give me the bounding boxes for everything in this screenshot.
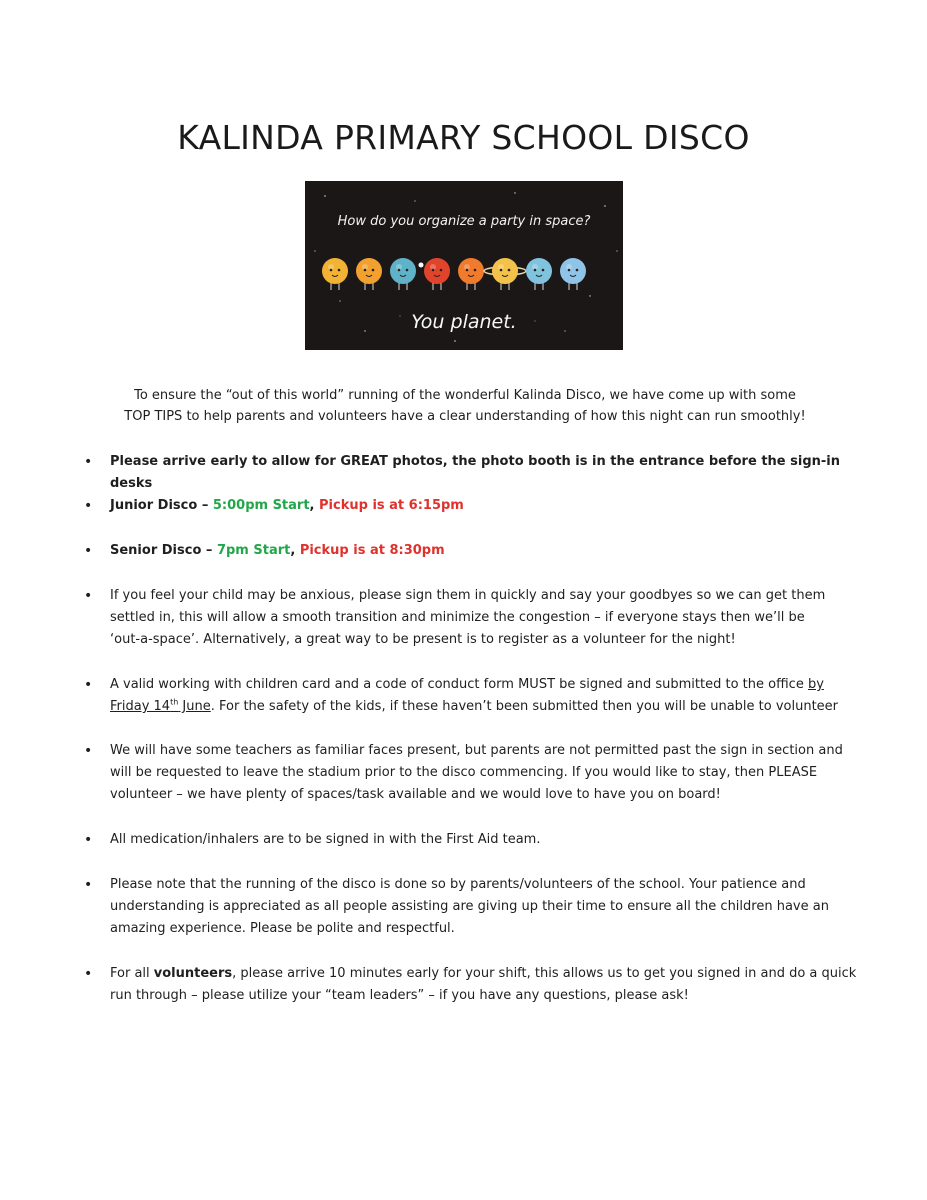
tip-line: Please note that the running of the disco is done so by parents/volunteers of the school. Your patience and: [110, 877, 806, 892]
planet-icon: [390, 258, 416, 290]
tip-text: [110, 585, 874, 651]
deadline-day: Friday 14: [110, 699, 171, 714]
bullet-icon: •: [84, 743, 93, 759]
intro-paragraph: [100, 385, 830, 427]
banner-answer: You planet.: [411, 311, 517, 333]
junior-start: 5:00pm Start: [212, 498, 310, 513]
tip-fragment: A valid working with children card and a code of conduct form MUST be signed and submitted to the office: [110, 677, 808, 692]
tip-text: All medication/inhalers are to be signed in with the First Aid team.: [110, 832, 541, 847]
tip-line: We will have some teachers as familiar faces present, but parents are not permitted past the sign in section and: [110, 743, 843, 758]
junior-sep: ,: [309, 498, 320, 513]
tip-line: ‘out-a-space’. Alternatively, a great way to be present is to register as a volunteer for the night!: [110, 632, 736, 647]
tip-text: [110, 540, 874, 562]
page-title: KALINDA PRIMARY SCHOOL DISCO: [177, 118, 750, 157]
planet-icon: [356, 258, 382, 290]
tip-line: understanding is appreciated as all people assisting are giving up their time to ensure all the children have an: [110, 899, 829, 914]
space-joke-banner: [305, 181, 623, 350]
junior-label: Junior Disco –: [110, 498, 213, 513]
deadline-date: [110, 699, 211, 714]
banner-question: How do you organize a party in space?: [337, 214, 591, 229]
planet-icon: [484, 258, 526, 290]
tip-text: Please arrive early to allow for GREAT photos, the photo booth is in the entrance before the sign-in desks: [110, 454, 840, 491]
tip-line: [110, 696, 874, 718]
senior-pickup: Pickup is at 8:30pm: [299, 543, 445, 558]
tip-text: [110, 495, 874, 517]
tip-text: [110, 674, 874, 718]
senior-sep: ,: [290, 543, 300, 558]
bullet-icon: •: [84, 966, 93, 982]
bullet-icon: •: [84, 832, 93, 848]
planet-icon: [560, 258, 586, 290]
senior-start: 7pm Start: [216, 543, 291, 558]
planet-icon: [322, 258, 348, 290]
tip-line: volunteer – we have plenty of spaces/task available and we would love to have you on board!: [110, 787, 721, 802]
tip-text: [110, 740, 874, 806]
tip-line: settled in, this will allow a smooth transition and minimize the congestion – if everyone stays then we’ll be: [110, 610, 805, 625]
bullet-icon: •: [84, 454, 93, 470]
deadline-suffix: th: [170, 697, 179, 707]
volunteers-emphasis: volunteers: [153, 966, 233, 981]
bullet-icon: •: [84, 677, 93, 693]
bullet-icon: •: [84, 877, 93, 893]
bullet-icon: •: [84, 498, 93, 514]
planet-icon: [458, 258, 484, 290]
intro-line-1: To ensure the “out of this world” running of the wonderful Kalinda Disco, we have come up with some: [134, 388, 796, 403]
tip-fragment: , please arrive 10 minutes early for your shift, this allows us to get you signed in and do a quick: [232, 966, 857, 981]
space-joke-illustration: [305, 181, 623, 350]
deadline-month: June: [178, 699, 211, 714]
bullet-icon: •: [84, 543, 93, 559]
tip-text: [110, 963, 874, 1007]
planet-icon: [424, 258, 450, 290]
deadline-underlined: by: [807, 677, 824, 692]
small-star-icon: [419, 263, 424, 268]
junior-pickup: Pickup is at 6:15pm: [319, 498, 464, 513]
bullet-icon: •: [84, 588, 93, 604]
tip-line: If you feel your child may be anxious, please sign them in quickly and say your goodbyes so we can get them: [110, 588, 826, 603]
tip-line: amazing experience. Please be polite and respectful.: [110, 921, 455, 936]
tip-line: [110, 963, 874, 985]
intro-line-2: TOP TIPS to help parents and volunteers have a clear understanding of how this night can run smoothly!: [124, 409, 806, 424]
tip-line: will be requested to leave the stadium prior to the disco commencing. If you would like to stay, then PLEASE: [110, 765, 818, 780]
tip-line: [110, 674, 874, 696]
tip-text: [110, 874, 874, 940]
planets-row: [322, 258, 586, 290]
planet-icon: [526, 258, 552, 290]
tip-fragment: . For the safety of the kids, if these haven’t been submitted then you will be unable to volunteer: [210, 699, 839, 714]
senior-label: Senior Disco –: [110, 543, 217, 558]
tip-line: run through – please utilize your “team leaders” – if you have any questions, please ask!: [110, 988, 689, 1003]
tip-fragment: For all: [110, 966, 154, 981]
